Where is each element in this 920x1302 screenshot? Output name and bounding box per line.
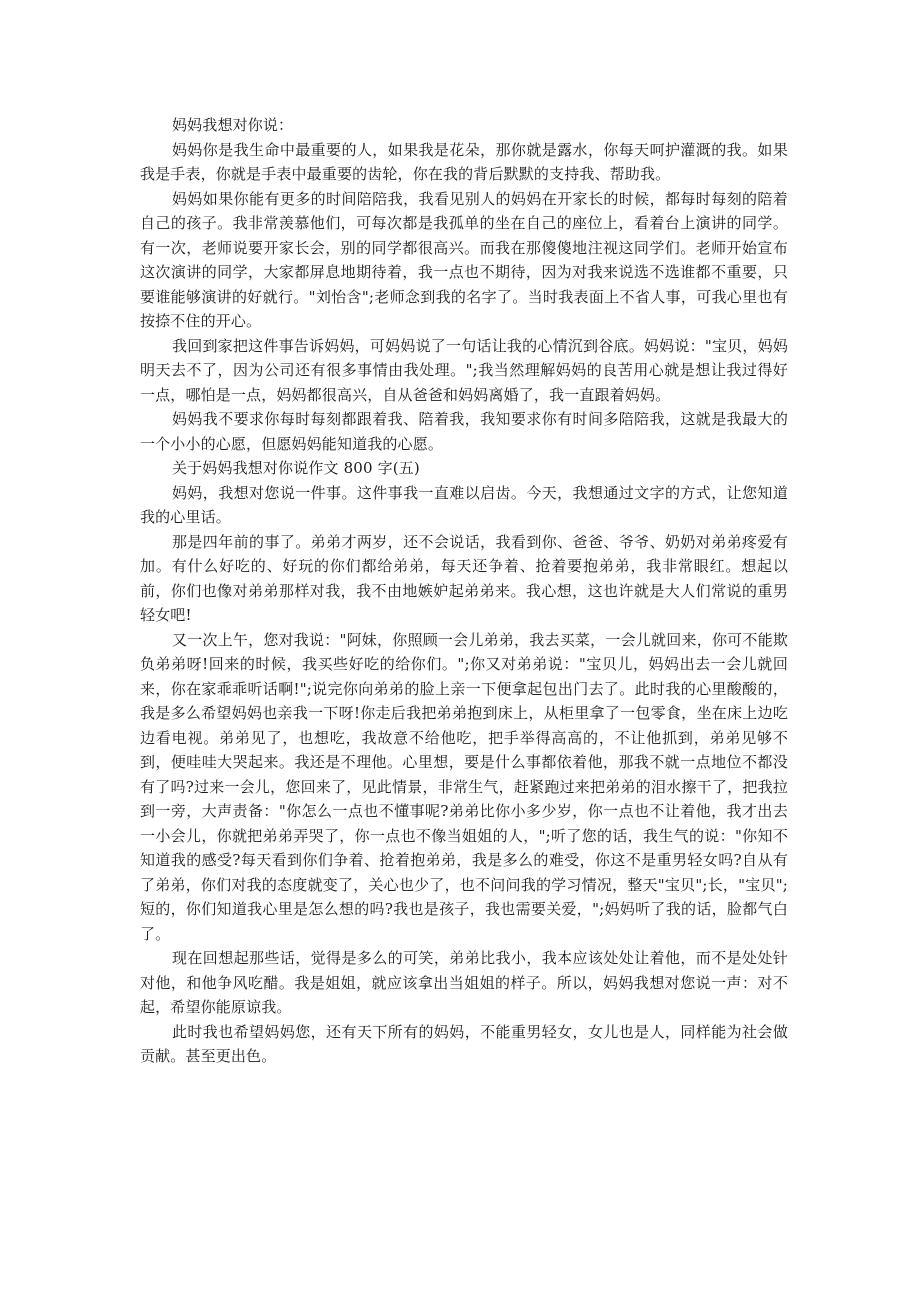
- paragraph: 我回到家把这件事告诉妈妈，可妈妈说了一句话让我的心情沉到谷底。妈妈说："宝贝，妈妈明天去不了，因为公司还有很多事情由我处理。";我当然理解妈妈的良苦用心就是想让我过得好一点，哪怕是一点，妈妈都很高兴，自从爸爸和妈妈离婚了，我一直跟着妈妈。: [140, 336, 788, 404]
- paragraph: 那是四年前的事了。弟弟才两岁，还不会说话，我看到你、爸爸、爷爷、奶奶对弟弟疼爱有加。有什么好吃的、好玩的你们都给弟弟，每天还争着、抢着要抱弟弟，我非常眼红。想起以前，你们也像对弟弟那样对我，我不由地嫉妒起弟弟来。我心想，这也许就是大人们常说的重男轻女吧!: [140, 532, 788, 624]
- essay-heading: 妈妈我想对你说：: [172, 116, 294, 134]
- paragraph: 妈妈我不要求你每时每刻都跟着我、陪着我，我知要求你有时间多陪陪我，这就是我最大的一个小小的心愿，但愿妈妈能知道我的心愿。: [140, 410, 788, 453]
- section-title: 关于妈妈我想对你说作文 800 字(五): [172, 459, 420, 477]
- paragraph: 又一次上午，您对我说："阿妹，你照顾一会儿弟弟，我去买菜，一会儿就回来，你可不能欺负弟弟呀!回来的时候，我买些好吃的给你们。";你又对弟弟说："宝贝儿，妈妈出去一会儿就回来，你在家乖乖听话啊!";说完你向弟弟的脸上亲一下便拿起包出门去了。此时我的心里酸酸的，我是多么希望妈妈也亲我一下呀!你走后我把弟弟抱到床上，从柜里拿了一包零食，坐在床上边吃边看电视。弟弟见了，也想吃，我故意不给他吃，把手举得高高的，不让他抓到，弟弟见够不到，便哇哇大哭起来。我还是不理他。心里想，要是什么事都依着他，那我不就一点地位不都没有了吗?过来一会儿，您回来了，见此情景，非常生气，赶紧跑过来把弟弟的泪水擦干了，把我拉到一旁，大声责备："你怎么一点也不懂事呢?弟弟比你小多少岁，你一点也不让着他，我才出去一小会儿，你就把弟弟弄哭了，你一点也不像当姐姐的人，";听了您的话，我生气的说："你知不知道我的感受?每天看到你们争着、抢着抱弟弟，我是多么的难受，你这不是重男轻女吗?自从有了弟弟，你们对我的态度就变了，关心也少了，也不问问我的学习情况，整天"宝贝";长，"宝贝";短的，你们知道我心里是怎么想的吗?我也是孩子，我也需要关爱，";妈妈听了我的话，脸都气白了。: [140, 630, 788, 943]
- paragraph: 现在回想起那些话，觉得是多么的可笑，弟弟比我小，我本应该处处让着他，而不是处处针对他，和他争风吃醋。我是姐姐，就应该拿出当姐姐的样子。所以，妈妈我想对您说一声：对不起，希望你能原谅我。: [140, 949, 788, 1016]
- paragraph: 此时我也希望妈妈您，还有天下所有的妈妈，不能重男轻女，女儿也是人，同样能为社会做贡献。甚至更出色。: [140, 1022, 788, 1065]
- paragraph: 妈妈，我想对您说一件事。这件事我一直难以启齿。今天，我想通过文字的方式，让您知道我的心里话。: [140, 483, 788, 526]
- paragraph: 妈妈你是我生命中最重要的人，如果我是花朵，那你就是露水，你每天呵护灌溉的我。如果我是手表，你就是手表中最重要的齿轮，你在我的背后默默的支持我、帮助我。: [140, 140, 788, 183]
- paragraph: 妈妈如果你能有更多的时间陪陪我，我看见别人的妈妈在开家长的时候，都每时每刻的陪着自己的孩子。我非常羡慕他们，可每次都是我孤单的坐在自己的座位上，看着台上演讲的同学。有一次，老师说要开家长会，别的同学都很高兴。而我在那傻傻地注视这同学们。老师开始宣布这次演讲的同学，大家都屏息地期待着，我一点也不期待，因为对我来说选不选谁都不重要，只要谁能够演讲的好就行。"刘怡含";老师念到我的名字了。当时我表面上不省人事，可我心里也有按捺不住的开心。: [140, 189, 788, 330]
- essay-body: [140, 113, 788, 1069]
